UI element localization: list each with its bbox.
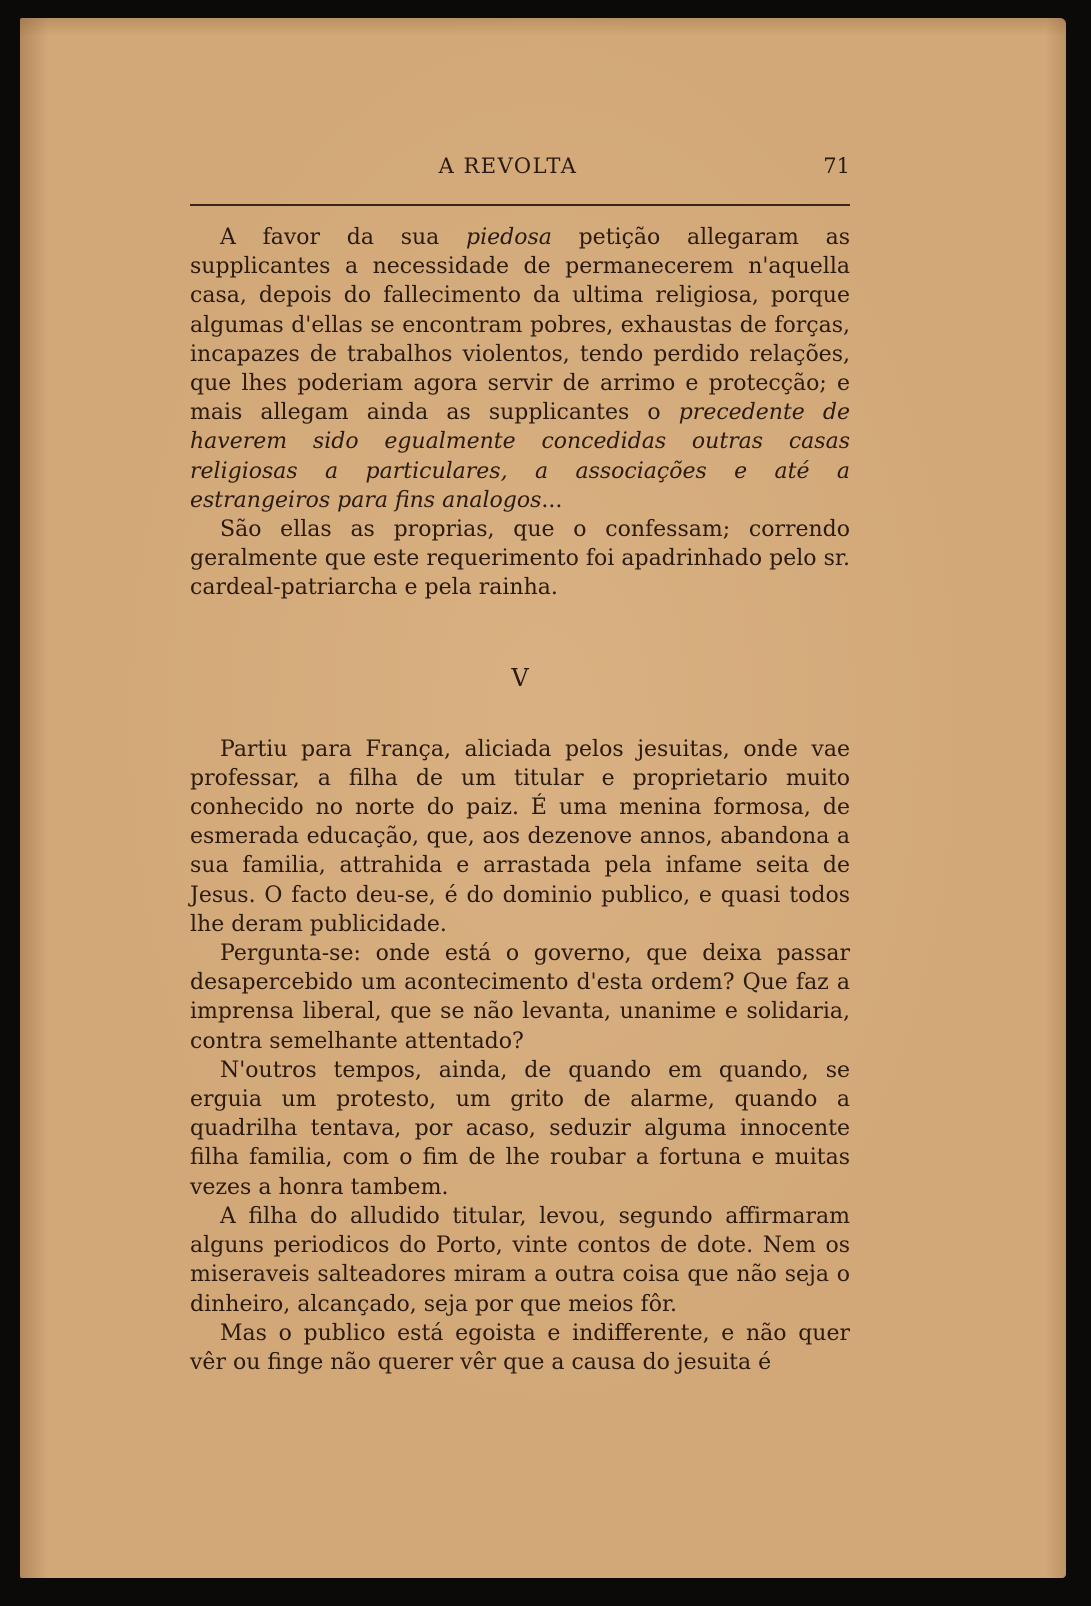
paragraph-1-text-a: A favor da sua <box>220 225 466 250</box>
paragraph-1-italic-quote: precedente de haverem sido egualmente concedidas outras casas religiosas a particulares, a associações e até a estrangeiros para fins analogos <box>190 400 850 513</box>
running-head <box>166 148 850 188</box>
paragraph-6: A filha do alludido titular, levou, segundo affirmaram alguns periodicos do Porto, vinte contos de dote. Nem os miseraveis salteadores miram a outra coisa que não seja o dinheiro, alcançado, seja por que meios fôr. <box>190 1203 850 1317</box>
paragraph-1 <box>190 223 850 515</box>
paragraph-3: Partiu para França, aliciada pelos jesuitas, onde vae professar, a filha de um titular e proprietario muito conhecido no norte do paiz. É uma menina formosa, de esmerada educação, que, aos dezenove annos, abandona a sua familia, attrahida e arrastada pela infame seita de Jesus. O facto deu-se, é do dominio publico, e quasi todos lhe deram publicidade. <box>190 736 850 937</box>
section-heading: V <box>511 663 529 692</box>
paragraph-4: Pergunta-se: onde está o governo, que deixa passar desapercebido um acontecimento d'esta ordem? Que faz a imprensa liberal, que se não levanta, unanime e solidaria, contra semelhante attentado? <box>190 941 850 1054</box>
running-title: A REVOLTA <box>438 154 578 178</box>
body-text <box>190 223 850 1377</box>
header-rule <box>190 204 850 206</box>
paragraph-1-ellipsis: ... <box>541 487 563 513</box>
book-page <box>20 18 1066 1578</box>
paragraph-1-text-b: petição allegaram as supplicantes a necessidade de permanecerem n'aquella casa, depois do fallecimento da ultima religiosa, porque algumas d'ellas se encontram pobres, exhaustas de forças, incapazes de trabalhos violentos, tendo perdido relações, que lhes poderiam agora servir de arrimo e protecção; e mais allegam ainda as supplicantes o <box>190 225 851 426</box>
paragraph-1-italic-piedosa: piedosa <box>466 225 552 250</box>
paragraph-5: N'outros tempos, ainda, de quando em quando, se erguia um protesto, um grito de alarme, quando a quadrilha tentava, por acaso, seduzir alguma innocente filha familia, com o fim de lhe roubar a fortuna e muitas vezes a honra tambem. <box>190 1057 850 1200</box>
paragraph-7: Mas o publico está egoista e indifferente, e não quer vêr ou finge não querer vêr que a causa do jesuita é <box>190 1320 850 1375</box>
paragraph-2: São ellas as proprias, que o confessam; correndo geralmente que este requerimento foi apadrinhado pelo sr. cardeal-patriarcha e pela rainha. <box>190 517 850 601</box>
page-number: 71 <box>823 154 850 178</box>
